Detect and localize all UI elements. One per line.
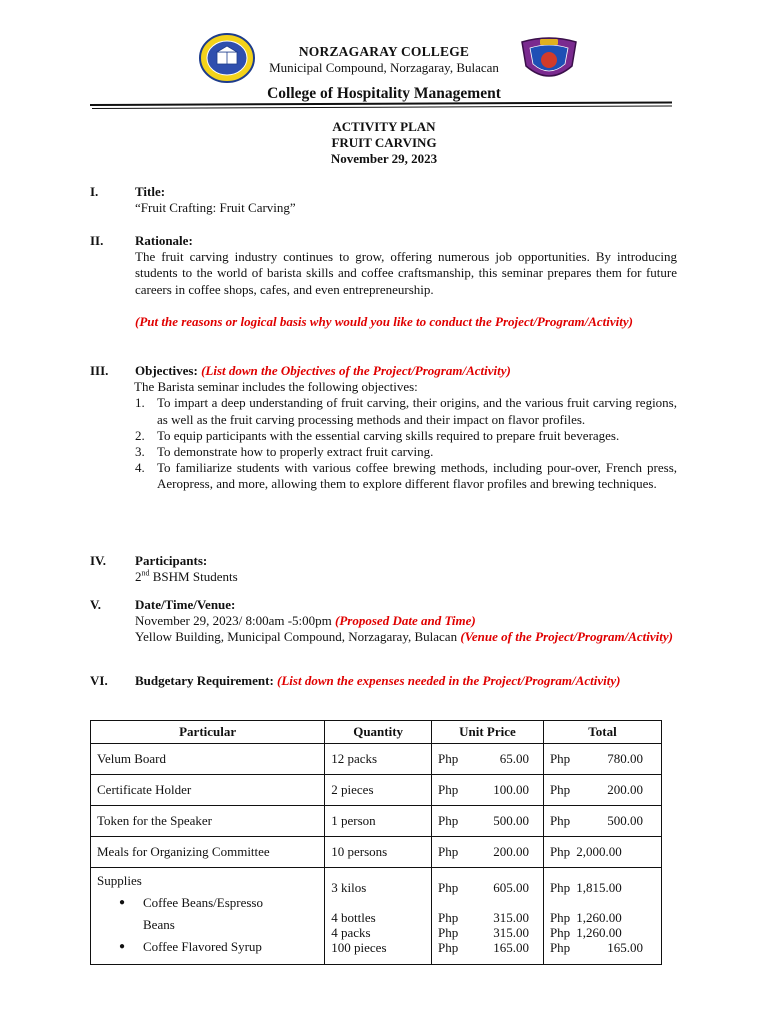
section-number: II. <box>90 233 104 248</box>
cell-quantity: 3 kilos 4 bottles 4 packs 100 pieces <box>325 868 432 965</box>
college-address: Municipal Compound, Norzagaray, Bulacan <box>269 60 499 75</box>
cell-unit-price: Php 100.00 <box>431 775 543 806</box>
section-note: (List down the expenses needed in the Project/Program/Activity) <box>277 673 621 688</box>
date-line: November 29, 2023/ 8:00am -5:00pm (Proposed Date and Time) <box>135 613 476 629</box>
cell-unit-price: Php 200.00 <box>431 837 543 868</box>
department-name: College of Hospitality Management <box>267 85 501 102</box>
section-text: 2nd BSHM Students <box>135 568 238 585</box>
section-heading: Budgetary Requirement: <box>135 673 274 688</box>
supplies-label: Supplies <box>97 873 142 888</box>
cell-quantity: 1 person <box>325 806 432 837</box>
doc-title-line1: ACTIVITY PLAN <box>332 119 436 134</box>
supply-item: ● Coffee Flavored Syrup <box>97 936 318 958</box>
section-number: I. <box>90 184 99 199</box>
objectives-intro: The Barista seminar includes the following objectives: <box>134 379 418 395</box>
cell-quantity: 2 pieces <box>325 775 432 806</box>
cell-particular: Token for the Speaker <box>91 806 325 837</box>
cell-particular: Certificate Holder <box>91 775 325 806</box>
doc-title <box>0 119 768 167</box>
cell-total: Php 2,000.00 <box>543 837 661 868</box>
section-heading: Date/Time/Venue: <box>135 597 236 612</box>
col-header: Particular <box>91 721 325 744</box>
supply-item: ● Coffee Beans/Espresso <box>97 892 318 914</box>
cell-particular <box>91 868 325 965</box>
cell-unit-price: Php 605.00 Php 315.00 Php 315.00 Php 165.00 <box>431 868 543 965</box>
cell-unit-price: Php 65.00 <box>431 744 543 775</box>
header-rule-thin <box>92 105 672 109</box>
section-heading: Rationale: <box>135 233 193 248</box>
table-row <box>91 837 662 868</box>
section-heading: Participants: <box>135 553 208 568</box>
col-header: Unit Price <box>431 721 543 744</box>
col-header: Total <box>543 721 661 744</box>
section-heading: Objectives: <box>135 363 198 378</box>
list-item: 4. To familiarize students with various coffee brewing methods, including pour-over, French press, Aeropress, and more, allowing them to explore different flavor profiles and brewing techniques. <box>135 460 677 492</box>
cell-total: Php 780.00 <box>543 744 661 775</box>
college-name: NORZAGARAY COLLEGE <box>298 44 470 59</box>
budget-table <box>90 720 662 965</box>
col-header: Quantity <box>325 721 432 744</box>
cell-total: Php 1,815.00 Php 1,260.00 Php 1,260.00 Php 165.00 <box>543 868 661 965</box>
venue-line: Yellow Building, Municipal Compound, Norzagaray, Bulacan (Venue of the Project/Program/Activity) <box>135 629 673 645</box>
section-number: IV. <box>90 553 107 568</box>
cell-unit-price: Php 500.00 <box>431 806 543 837</box>
table-row <box>91 775 662 806</box>
section-number: V. <box>90 597 101 612</box>
list-item: 1. To impart a deep understanding of fruit carving, their origins, and the various fruit carving regions, as well as the fruit carving processing methods and their impact on flavor profiles. <box>135 395 677 427</box>
cell-total: Php 200.00 <box>543 775 661 806</box>
table-header-row <box>91 721 662 744</box>
cell-particular: Meals for Organizing Committee <box>91 837 325 868</box>
cell-quantity: 12 packs <box>325 744 432 775</box>
doc-title-line3: November 29, 2023 <box>330 151 438 166</box>
doc-title-line2: FRUIT CARVING <box>331 135 437 150</box>
table-row-supplies <box>91 868 662 965</box>
objectives-list <box>135 395 677 492</box>
cell-particular: Velum Board <box>91 744 325 775</box>
section-text: “Fruit Crafting: Fruit Carving” <box>135 200 296 216</box>
table-row <box>91 744 662 775</box>
section-heading: Title: <box>135 184 166 199</box>
cell-quantity: 10 persons <box>325 837 432 868</box>
list-item: 3. To demonstrate how to properly extract fruit carving. <box>135 444 434 460</box>
table-row <box>91 806 662 837</box>
section-text: The fruit carving industry continues to grow, offering numerous job opportunities. By introducing students to the world of barista skills and coffee craftsmanship, this seminar prepares them for future careers in coffee shops, cafes, and even entrepreneurship. <box>135 249 677 297</box>
list-item: 2. To equip participants with the essential carving skills required to prepare fruit beverages. <box>135 427 620 443</box>
section-number: III. <box>90 363 109 378</box>
section-number: VI. <box>90 673 108 688</box>
supply-item-continued: Beans <box>143 917 175 932</box>
section-note: (Put the reasons or logical basis why would you like to conduct the Project/Program/Activity) <box>135 313 633 329</box>
section-note: (List down the Objectives of the Project/Program/Activity) <box>201 363 511 378</box>
cell-total: Php 500.00 <box>543 806 661 837</box>
